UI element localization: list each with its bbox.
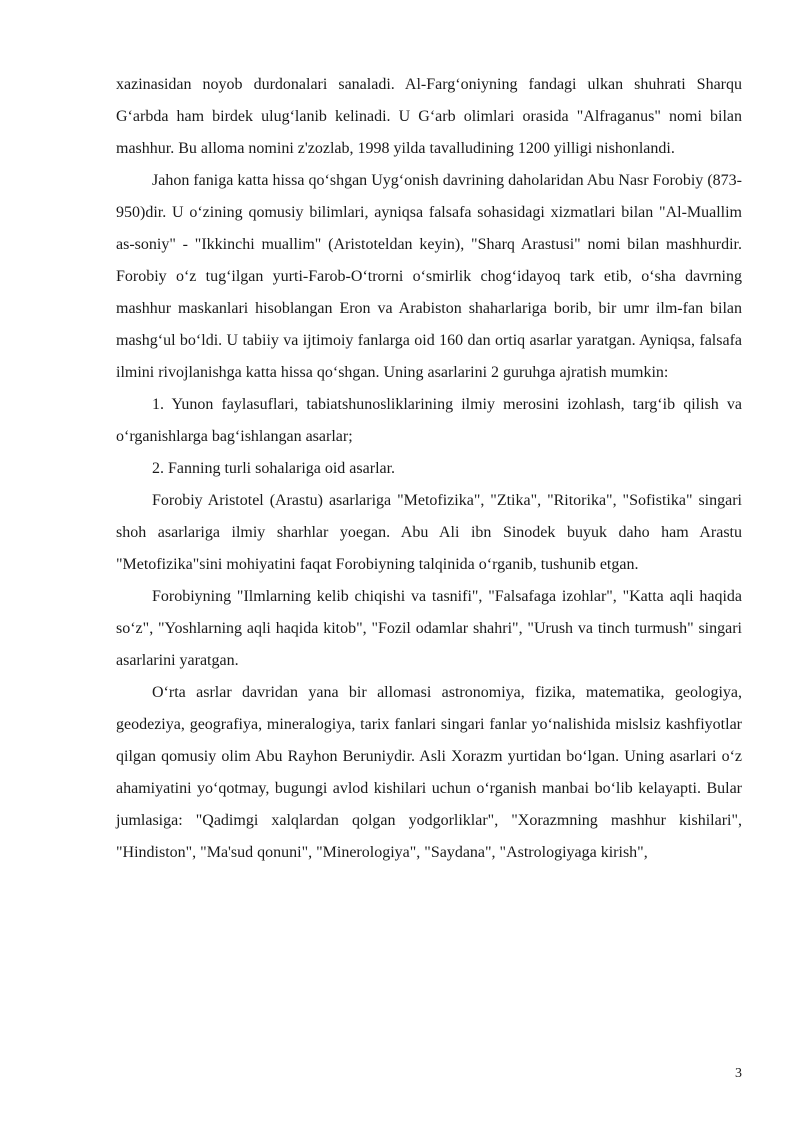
paragraph: xazinasidan noyob durdonalari sanaladi. Al-Farg‘oniyning fandagi ulkan shuhrati Sharqu G‘arbda ham birdek ulug‘lanib kelinadi. U G‘arb olimlari orasida "Alfraganus" nomi bilan mashhur. Bu alloma nomini z'zozlab, 1998 yilda tavalludining 1200 yilligi nishonlandi.	[116, 76, 742, 157]
paragraph: Jahon faniga katta hissa qo‘shgan Uyg‘onish davrining daholaridan Abu Nasr Forobiy (873-950)dir. U o‘zining qomusiy bilimlari, ayniqsa falsafa sohasidagi xizmatlari bilan "Al-Muallim as-soniy" - "Ikkinchi muallim" (Aristoteldan keyin), "Sharq Arastusi" nomi bilan mashhurdir. Forobiy o‘z tug‘ilgan yurti-Farob-O‘trorni o‘smirlik chog‘idayoq tark etib, o‘sha davrning mashhur maskanlari hisoblangan Eron va Arabiston shaharlariga borib, bir umr ilm-fan bilan mashg‘ul bo‘ldi. U tabiiy va ijtimoiy fanlarga oid 160 dan ortiq asarlar yaratgan. Ayniqsa, falsafa ilmini rivojlanishga katta hissa qo‘shgan. Uning asarlarini 2 guruhga ajratish mumkin:	[116, 172, 742, 381]
paragraph: Forobiyning "Ilmlarning kelib chiqishi va tasnifi", "Falsafaga izohlar", "Katta aqli haqida so‘z", "Yoshlarning aqli haqida kitob", "Fozil odamlar shahri", "Urush va tinch turmush" singari asarlarini yaratgan.	[116, 588, 742, 669]
page-number: 3	[735, 1066, 742, 1081]
paragraph: O‘rta asrlar davridan yana bir allomasi astronomiya, fizika, matematika, geologiya, geodeziya, geografiya, mineralogiya, tarix fanlari singari fanlar yo‘nalishida mislsiz kashfiyotlar qilgan qomusiy olim Abu Rayhon Beruniydir. Asli Xorazm yurtidan bo‘lgan. Uning asarlari o‘z ahamiyatini yo‘qotmay, bugungi avlod kishilari uchun o‘rganish manbai bo‘lib kelayapti. Bular jumlasiga: "Qadimgi xalqlardan qolgan yodgorliklar", "Xorazmning mashhur kishilari", "Hindiston", "Ma'sud qonuni", "Minerologiya", "Saydana", "Astrologiyaga kirish",	[116, 684, 742, 861]
list-item: 2. Fanning turli sohalariga oid asarlar.	[152, 460, 396, 477]
page-body	[116, 69, 742, 869]
paragraph: Forobiy Aristotel (Arastu) asarlariga "Metofizika", "Ztika", "Ritorika", "Sofistika" singari shoh asarlariga ilmiy sharhlar yoegan. Abu Ali ibn Sinodek buyuk daho ham Arastu "Metofizika"sini mohiyatini faqat Forobiyning talqinida o‘rganib, tushunib etgan.	[116, 492, 742, 573]
list-item: 1. Yunon faylasuflari, tabiatshunosliklarining ilmiy merosini izohlash, targ‘ib qilish va o‘rganishlarga bag‘ishlangan asarlar;	[116, 396, 742, 445]
